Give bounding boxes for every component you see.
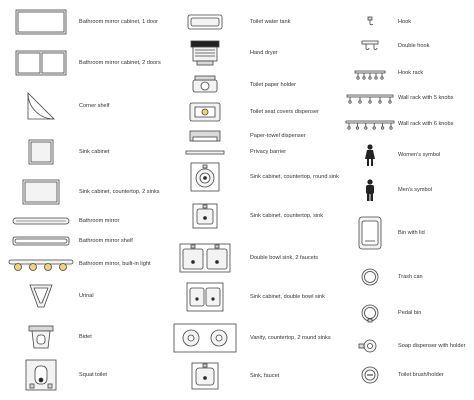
hook-rack-icon [355, 68, 385, 78]
bathroom-mirror-cabinet-1-door-icon [16, 10, 66, 34]
soap-dispenser-with-holder-icon [359, 338, 381, 354]
double-bowl-sink-2-faucets-label: Double bowl sink, 2 faucets [250, 254, 319, 261]
privacy-barrier-icon [186, 150, 224, 155]
toilet-seat-covers-dispenser-icon [190, 103, 220, 121]
sink-cabinet-label: Sink cabinet [79, 148, 110, 155]
womens-symbol-label: Women's symbol [398, 151, 441, 158]
womens-symbol-icon [364, 144, 376, 166]
toilet-brush-holder-icon [361, 366, 379, 384]
double-hook-icon [362, 41, 378, 51]
pedal-bin-label: Pedal bin [398, 309, 422, 316]
mens-symbol-label: Men's symbol [398, 186, 433, 193]
vanity-countertop-2-round-sinks-icon [174, 324, 236, 352]
pedal-bin-icon [361, 304, 379, 322]
bathroom-mirror-shelf-label: Bathroom mirror shelf [79, 237, 133, 244]
privacy-barrier-label: Privacy barrier [250, 148, 287, 155]
sink-cabinet-countertop-round-sink-icon [191, 163, 219, 191]
hand-dryer-icon [191, 41, 219, 65]
bathroom-mirror-shelf-icon [13, 237, 69, 245]
hook-rack-label: Hook rack [398, 69, 424, 76]
wall-rack-5-knobs-icon [347, 92, 393, 104]
trash-can-label: Trash can [398, 273, 423, 280]
double-hook-label: Double hook [398, 42, 430, 49]
toilet-paper-holder-label: Toilet paper holder [250, 81, 297, 88]
wall-rack-6-knobs-label: Wall rack with 6 knobs [398, 120, 454, 127]
sink-faucet-icon [192, 363, 218, 389]
vanity-countertop-2-round-sinks-label: Vanity, countertop, 2 round sinks [250, 334, 331, 341]
bathroom-mirror-built-in-light-icon [9, 258, 73, 270]
sink-cabinet-double-bowl-sink-icon [187, 283, 223, 311]
corner-shelf-label: Corner shelf [79, 102, 110, 109]
urinal-icon [30, 285, 52, 307]
sink-cabinet-icon [29, 140, 53, 164]
sink-cabinet-double-bowl-sink-label: Sink cabinet, double bowl sink [250, 293, 325, 300]
toilet-water-tank-icon [188, 15, 222, 29]
urinal-label: Urinal [79, 292, 94, 299]
hook-label: Hook [398, 18, 412, 25]
bathroom-mirror-label: Bathroom mirror [79, 217, 120, 224]
soap-dispenser-with-holder-label: Soap dispenser with holder [398, 342, 466, 349]
sink-cabinet-countertop-round-sink-label: Sink cabinet, countertop, round sink [250, 173, 339, 180]
sink-cabinet-countertop-sink-icon [193, 204, 217, 228]
toilet-water-tank-label: Toilet water tank [250, 18, 291, 25]
mens-symbol-icon [364, 179, 376, 201]
bathroom-mirror-built-in-light-label: Bathroom mirror, built-in light [79, 260, 151, 267]
trash-can-icon [361, 268, 379, 286]
bathroom-mirror-cabinet-1-door-label: Bathroom mirror cabinet, 1 door [79, 18, 158, 25]
bidet-label: Bidet [79, 333, 92, 340]
wall-rack-5-knobs-label: Wall rack with 5 knobs [398, 94, 454, 101]
bathroom-mirror-icon [13, 218, 69, 224]
squat-toilet-label: Squat toilet [79, 371, 107, 378]
sink-faucet-label: Sink, faucet [250, 372, 280, 379]
toilet-paper-holder-icon [193, 76, 217, 94]
wall-rack-6-knobs-icon [346, 118, 394, 130]
toilet-seat-covers-dispenser-label: Toilet seat covers dispenser [250, 108, 320, 115]
bin-with-lid-label: Bin with lid [398, 229, 425, 236]
bathroom-mirror-cabinet-2-doors-label: Bathroom mirror cabinet, 2 doors [79, 59, 161, 66]
sink-cabinet-countertop-sink-label: Sink cabinet, countertop, sink [250, 212, 324, 219]
corner-shelf-icon [28, 93, 54, 119]
hand-dryer-label: Hand dryer [250, 49, 278, 56]
sink-cabinet-countertop-2-sinks-icon [23, 180, 59, 204]
bidet-icon [29, 326, 53, 348]
sink-cabinet-countertop-2-sinks-label: Sink cabinet, countertop, 2 sinks [79, 188, 160, 195]
bathroom-mirror-cabinet-2-doors-icon [16, 51, 66, 75]
squat-toilet-icon [26, 360, 56, 390]
toilet-brush-holder-label: Toilet brush/holder [398, 371, 444, 378]
paper-towel-dispenser-label: Paper-towel dispenser [250, 132, 306, 139]
double-bowl-sink-2-faucets-icon [180, 244, 230, 272]
paper-towel-dispenser-icon [190, 131, 220, 141]
hook-icon [367, 17, 373, 27]
bin-with-lid-icon [359, 217, 381, 249]
